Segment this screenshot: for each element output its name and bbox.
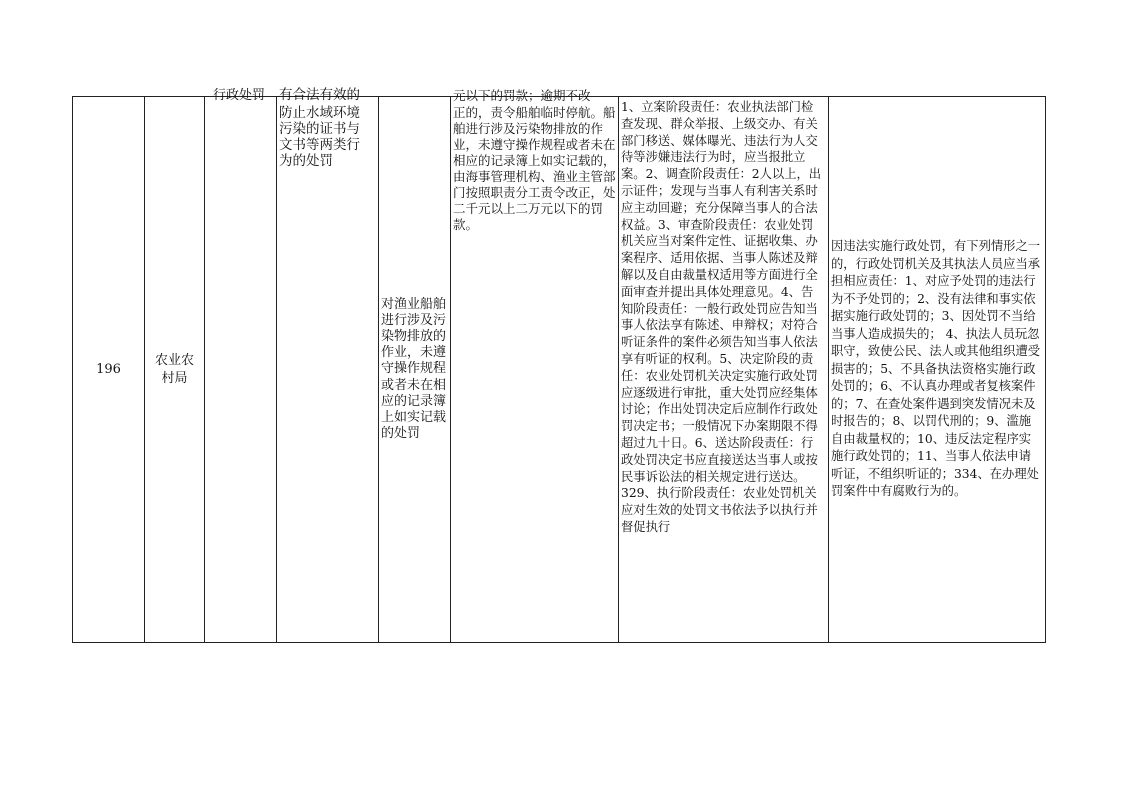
responsibility-text: 1、立案阶段责任：农业执法部门检查发现、群众举报、上级交办、有关部门移送、媒体曝光、违法行为人交待等涉嫌违法行为时，应当报批立案。2、调查阶段责任：2人以上，出示证件；发现与当事人有利害关系时应主动回避；充分保障当事人的合法权益。3、审查阶段责任：农业处罚机关应当对案件定性、证据收集、办案程序、适用依据、当事人陈述及辩解以及自由裁量权适用等方面进行全面审查并提出具体处理意见。4、告知阶段责任：一般行政处罚应告知当事人依法享有陈述、申辩权；对符合听证条件的案件必须告知当事人依法享有听证的权利。5、决定阶段的责任：农业处罚机关决定实施行政处罚应逐级进行审批，重大处罚应经集体讨论；作出处罚决定后应制作行政处罚决定书；一般情况下办案期限不得超过九十日。6、送达阶段责任：行政处罚决定书应直接送达当事人或按民事诉讼法的相关规定进行送达。 329、执行阶段责任：农业处罚机关应对生效的处罚文书依法予以执行并督促执行 [621,100,822,534]
accountability-text: 因违法实施行政处罚，有下列情形之一的，行政处罚机关及其执法人员应当承担相应责任：1、对应予处罚的违法行为不予处罚的；2、没有法律和事实依据实施行政处罚的；3、因处罚不当给当事人造成损失的； 4、执法人员玩忽职守，致使公民、法人或其他组织遭受损害的；5、不具备执法资格实施行政处罚的；6、不认真办理或者复核案件的；7、在查处案件遇到突发情况未及时报告的；8、以罚代刑的；9、滥施自由裁量权的；10、违反法定程序实施行政处罚的；11、当事人依法申请听证，不组织听证的；334、在办理处罚案件中有腐败行为的。 [831,239,1041,499]
sub-item-text: 对渔业船舶进行涉及污染物排放的作业，未遵守操作规程或者未在相应的记录簿上如实记载的处罚 [381,296,447,442]
sub-item-cell [379,97,451,642]
accountability-cell [829,97,1047,642]
table-row [72,87,1046,643]
category-text: 行政处罚 [213,88,266,103]
basis-top: 元以下的罚款；逾期不改 [453,88,591,103]
seq-cell [73,97,145,642]
category-cell [205,88,277,642]
seq-number: 196 [96,362,121,377]
department-cell [145,97,205,642]
item-name-text: 防止水域环境污染的证书与文书等两类行为的处罚 [279,105,360,169]
basis-cell [451,88,619,642]
item-name-cell [277,87,379,642]
responsibility-cell [619,97,829,642]
basis-text: 正的，责令船舶临时停航。船舶进行涉及污染物排放的作业，未遵守操作规程或者未在相应的记录簿上如实记载的，由海事管理机构、渔业主管部门按照职责分工责令改正，处二千元以上二万元以下的罚款。 [453,105,616,232]
department-name: 农业农村局 [154,352,194,386]
item-name-top: 有合法有效的 [279,87,360,103]
